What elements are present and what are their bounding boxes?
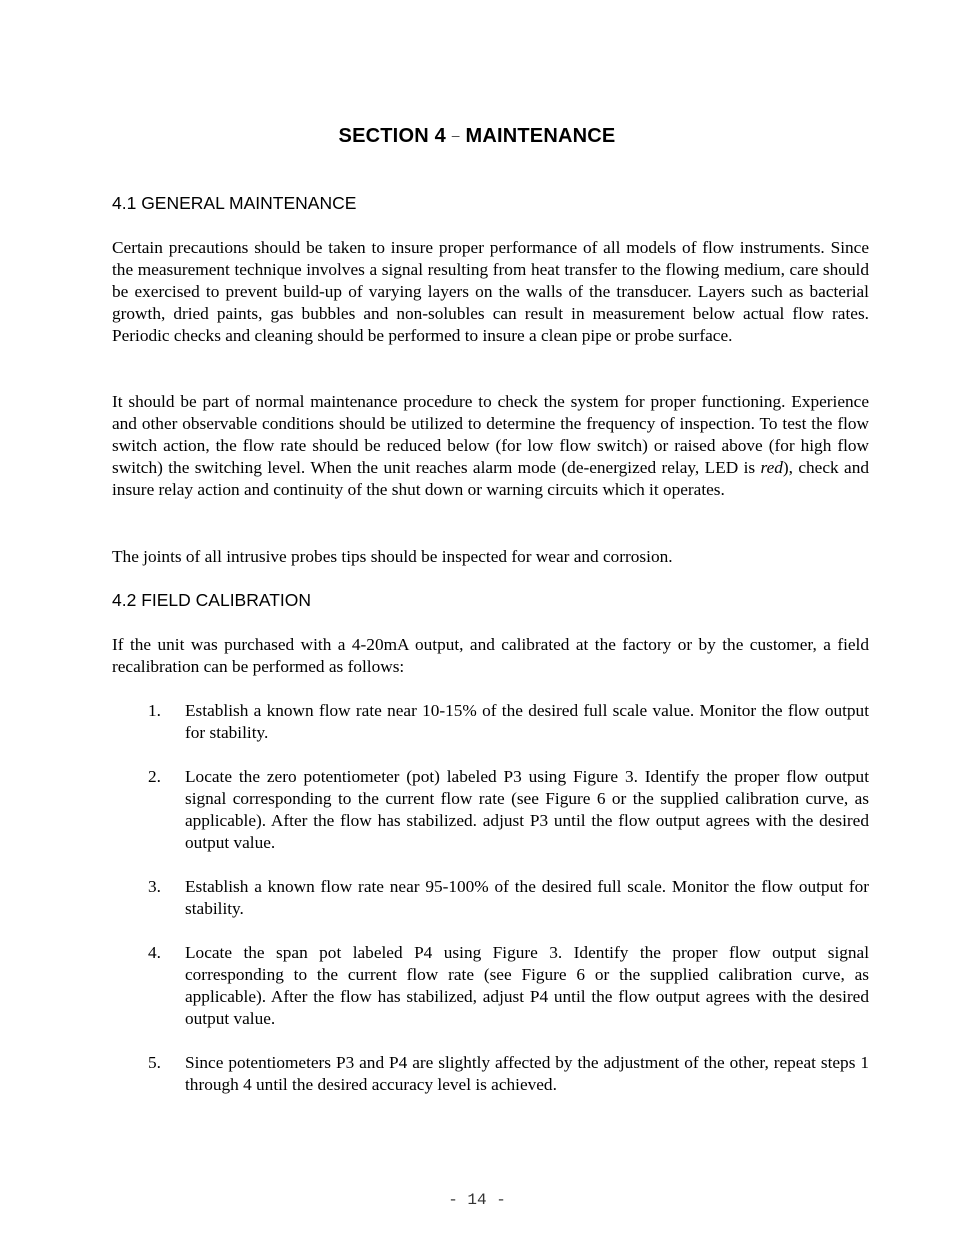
field-calibration-heading: 4.2 FIELD CALIBRATION	[112, 590, 312, 610]
general-paragraph-2-start: It should be part of normal maintenance procedure to check the system for proper functioning. Experience and other observable conditions should be utilized to determine the frequency of inspection. To test the flow switch action, the flow rate should be reduced below (for low flow switch) or raised above (for high flow switch) the switching level. When the unit reaches alarm mode (de-energized relay, LED is	[112, 392, 869, 477]
step-text: Locate the zero potentiometer (pot) labeled P3 using Figure 3. Identify the proper flow output signal corresponding to the current flow rate (see Figure 6 or the supplied calibration curve, as applicable). After the flow has stabilized. adjust P3 until the flow output agrees with the desired output value.	[185, 767, 869, 852]
calibration-steps-list	[148, 700, 869, 1096]
section-number: SECTION 4	[338, 125, 446, 147]
step-text: Establish a known flow rate near 10-15% of the desired full scale value. Monitor the flow output for stability.	[185, 701, 869, 742]
general-maintenance-heading: 4.1 GENERAL MAINTENANCE	[112, 193, 357, 213]
step-text: Locate the span pot labeled P4 using Figure 3. Identify the proper flow output signal corresponding to the current flow rate (see Figure 6 or the supplied calibration curve, as applicable). After the flow has stabilized, adjust P4 until the flow output agrees with the desired output value.	[185, 943, 869, 1028]
page-number: - 14 -	[448, 1191, 506, 1209]
section-title-dash: –	[451, 127, 460, 143]
list-item	[148, 942, 869, 1030]
general-paragraph-3: The joints of all intrusive probes tips should be inspected for wear and corrosion.	[112, 547, 673, 566]
general-paragraph-2-end: ), check and insure relay action and continuity of the shut down or warning circuits which it operates.	[112, 458, 869, 499]
step-number: 2.	[148, 767, 161, 786]
list-item	[148, 700, 869, 744]
step-number: 4.	[148, 943, 161, 962]
list-item	[148, 1052, 869, 1096]
step-number: 5.	[148, 1053, 161, 1072]
section-name: MAINTENANCE	[465, 125, 616, 147]
led-color-red: red	[760, 458, 783, 477]
general-paragraph-1: Certain precautions should be taken to insure proper performance of all models of flow instruments. Since the measurement technique involves a signal resulting from heat transfer to the flowing medium, care should be exercised to prevent build-up of varying layers on the walls of the transducer. Layers such as bacterial growth, dried paints, gas bubbles and non-solubles can result in measurement below actual flow rates. Periodic checks and cleaning should be performed to insure a clean pipe or probe surface.	[112, 238, 869, 345]
list-item	[148, 876, 869, 920]
step-text: Since potentiometers P3 and P4 are slightly affected by the adjustment of the other, repeat steps 1 through 4 until the desired accuracy level is achieved.	[185, 1053, 869, 1094]
general-paragraph-2	[112, 391, 869, 501]
step-text: Establish a known flow rate near 95-100% of the desired full scale. Monitor the flow output for stability.	[185, 877, 869, 918]
section-title	[0, 124, 954, 149]
step-number: 3.	[148, 877, 161, 896]
calibration-intro: If the unit was purchased with a 4-20mA output, and calibrated at the factory or by the customer, a field recalibration can be performed as follows:	[112, 635, 869, 676]
step-number: 1.	[148, 701, 161, 720]
list-item	[148, 766, 869, 854]
